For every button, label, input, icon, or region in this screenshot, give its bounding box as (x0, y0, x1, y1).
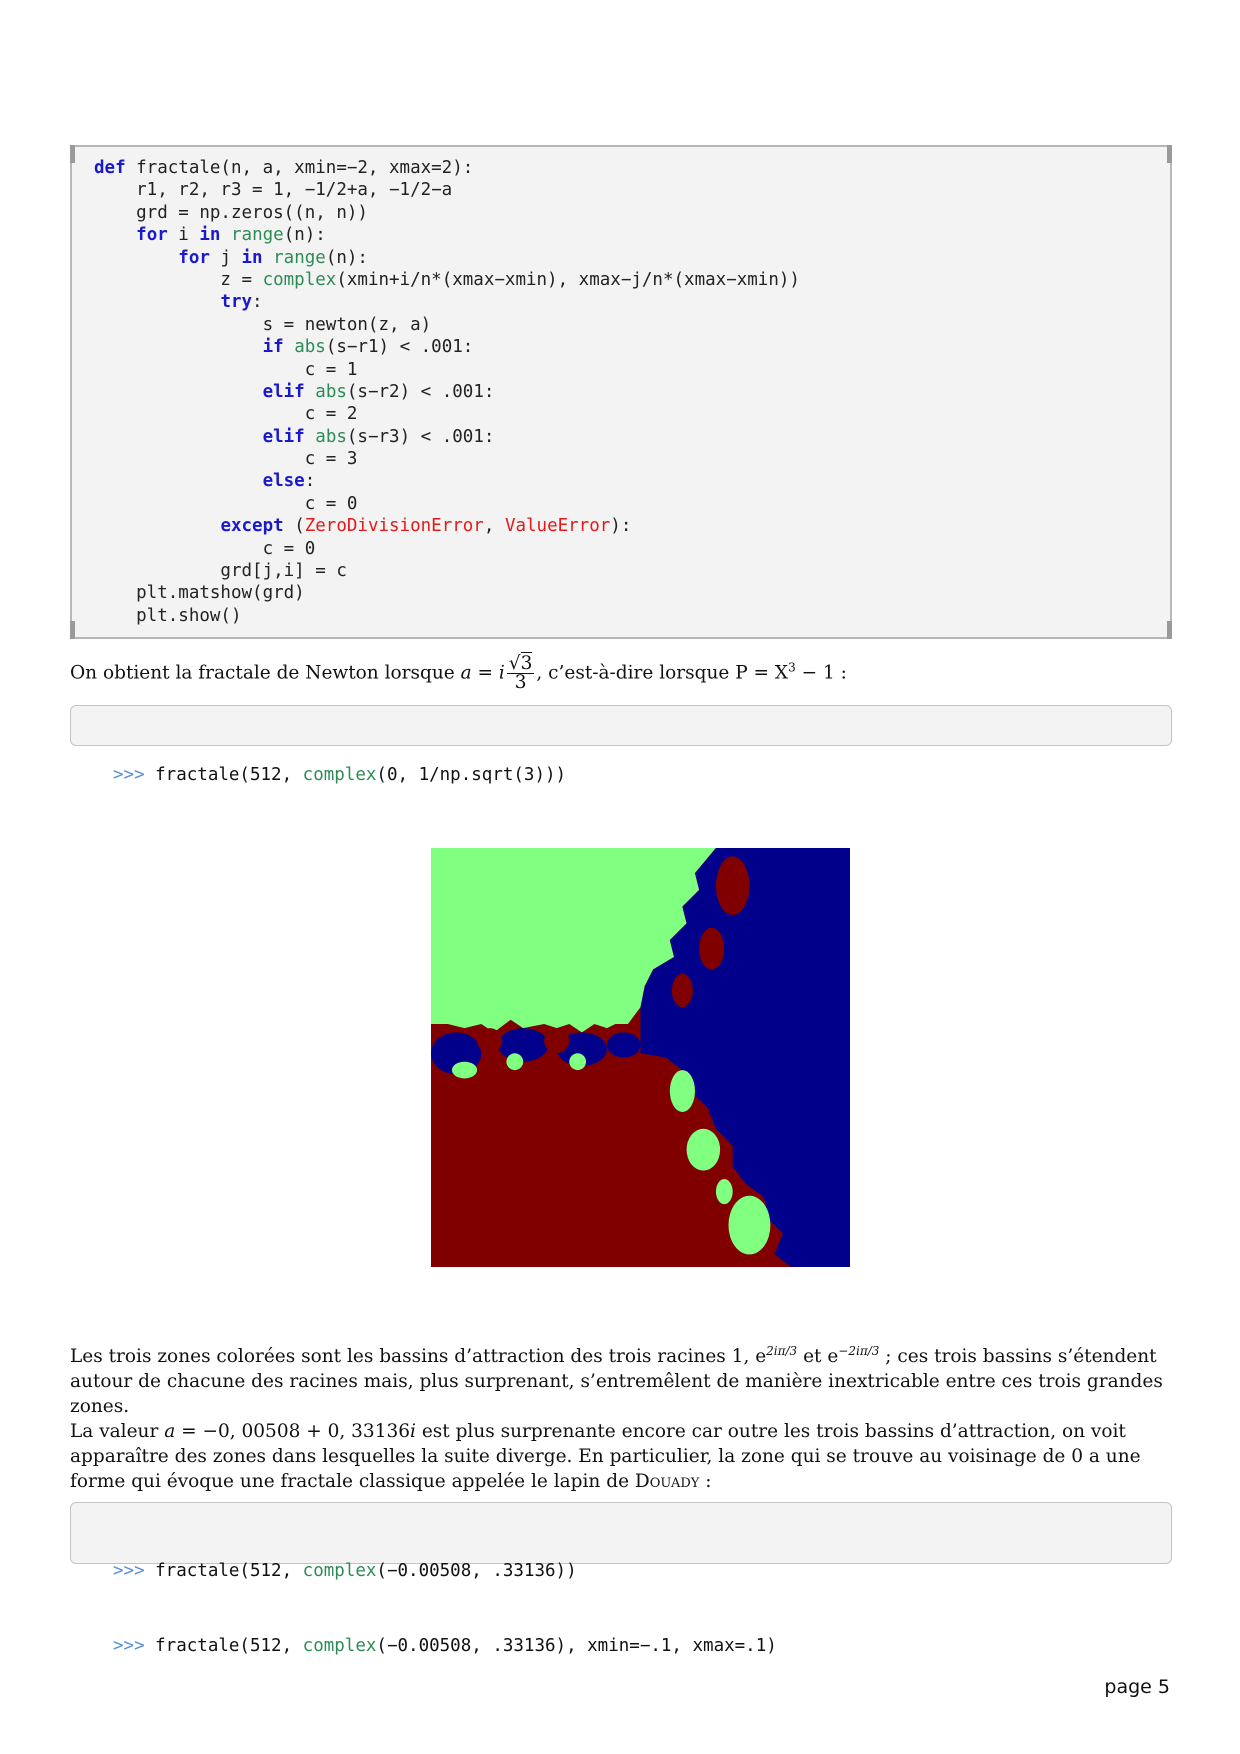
text: ; ces trois bassins s’étendent autour de chacune des racines mais, plus surprenant, s’entremêlent de manière inextricable entre ces trois grandes zones. (70, 1346, 1163, 1418)
code-token (94, 427, 263, 447)
code-line (94, 381, 800, 403)
code-token: (n): (325, 247, 368, 268)
code-token: plt.show() (94, 605, 242, 626)
code-line (94, 202, 800, 224)
code-token: ): (610, 516, 632, 537)
page-number: page 5 (1104, 1676, 1170, 1698)
code-line (94, 157, 800, 179)
text: , c’est-à-dire lorsque P = X (536, 662, 789, 684)
code-token (305, 382, 316, 402)
repl-line (113, 1559, 1171, 1584)
code-token: in (241, 247, 263, 268)
code-token: range (273, 247, 326, 268)
exponent: 3 (788, 660, 796, 675)
builtin: complex (302, 1636, 377, 1656)
code-token: (n): (283, 225, 326, 246)
paragraph-basins (70, 1339, 1172, 1419)
code-token: ( (283, 516, 305, 537)
code-token: else (262, 471, 305, 492)
builtin: complex (302, 1561, 377, 1581)
code-line (94, 247, 800, 269)
prompt: >>> (113, 1636, 145, 1656)
code-line (94, 515, 800, 537)
code-token (94, 225, 136, 245)
code-token: c = 2 (94, 404, 358, 425)
code-token: , (483, 516, 505, 537)
code-token: fractale(n, a, xmin=−2, xmax=2): (125, 158, 474, 178)
code-token: elif (262, 381, 305, 402)
code-line (94, 314, 800, 336)
sqrt-sign: √ (508, 653, 521, 674)
code-token: (s−r2) < .001: (346, 381, 495, 402)
code-line (94, 179, 800, 201)
code-token: (xmin+i/n*(xmax−xmin), xmax−j/n*(xmax−xmin)) (336, 269, 800, 290)
code-line (94, 291, 800, 313)
text: : (699, 1471, 712, 1492)
prompt: >>> (113, 765, 145, 785)
text: On obtient la fractale de Newton lorsque (70, 662, 461, 684)
code-line (94, 605, 800, 627)
prompt: >>> (113, 1561, 145, 1581)
code-line (94, 336, 800, 358)
code-token: c = 1 (94, 359, 358, 380)
code-line (94, 538, 800, 560)
code-token: s = newton(z, a) (94, 314, 432, 335)
code-token: try (220, 292, 253, 313)
code-line (94, 448, 800, 470)
code-token: (s−r3) < .001: (346, 426, 495, 447)
repl-block-2 (70, 1502, 1172, 1656)
code-token (94, 382, 263, 402)
code-token: : (304, 471, 316, 492)
code-token: def (94, 158, 126, 178)
sqrt-argument: 3 (520, 653, 533, 674)
code-token: range (231, 225, 284, 246)
code-token (220, 225, 231, 245)
code-token: c = 0 (94, 493, 358, 514)
newton-fractal-image (431, 848, 850, 1267)
paragraph-newton (70, 655, 1172, 692)
code-line (94, 359, 800, 381)
code-token: grd[j,i] = c (94, 561, 347, 582)
code-line (94, 493, 800, 515)
text: est plus surprenante encore car outre les trois bassins d’attraction, on voit apparaître des zones dans lesquelles la suite diverge. En particulier, la zone qui se trouve au voisinage de 0 a une forme qui évoque une fractale classique appelée le lapin de (70, 1421, 1141, 1492)
text: = −0, 00508 + 0, 33136 (175, 1421, 411, 1442)
code-token: complex (262, 269, 337, 290)
corner-mark-bottom-left (70, 621, 75, 639)
repl-line (113, 763, 1171, 788)
code-text: fractale(512, (144, 1561, 303, 1581)
code-token: for (136, 225, 168, 246)
corner-mark-bottom-right (1167, 621, 1172, 639)
code-text: (−0.00508, .33136)) (376, 1561, 577, 1581)
corner-mark-top-right (1167, 145, 1172, 163)
paragraph-douady (70, 1419, 1172, 1494)
var-a: a (164, 1421, 176, 1442)
code-token (94, 337, 263, 357)
text: Les trois zones colorées sont les bassins d’attraction des trois racines 1, e (70, 1346, 767, 1368)
code-token (94, 471, 263, 491)
code-line (94, 582, 800, 604)
name-douady: Douady (634, 1471, 700, 1492)
repl-block-1 (70, 705, 1172, 785)
code-text: (−0.00508, .33136), xmin=−.1, xmax=.1) (376, 1636, 777, 1656)
code-line (94, 426, 800, 448)
code-token: j (209, 247, 242, 268)
code-token: grd = np.zeros((n, n)) (94, 202, 368, 223)
code-token: i (167, 225, 200, 246)
code-text: fractale(512, (144, 1636, 303, 1656)
fraction (507, 655, 535, 692)
text: et e (797, 1346, 839, 1368)
var-a: a (460, 662, 472, 684)
code-token (94, 292, 220, 312)
code-token (94, 248, 178, 268)
code-token: plt.matshow(grd) (94, 583, 305, 604)
code-token: c = 0 (94, 538, 316, 559)
code-token: (s−r1) < .001: (325, 337, 474, 358)
code-token: z = (94, 269, 263, 290)
var-i: i (498, 662, 505, 684)
code-token: if (262, 337, 284, 358)
code-line (94, 269, 800, 291)
code-token: ValueError (504, 516, 611, 537)
code-token: elif (262, 426, 305, 447)
code-token: abs (315, 426, 347, 447)
code-token (263, 248, 274, 268)
code-line (94, 470, 800, 492)
code-token (305, 427, 316, 447)
var-i: i (410, 1421, 416, 1442)
text: La valeur (70, 1421, 165, 1442)
corner-mark-top-left (70, 145, 75, 163)
code-text: fractale(512, (144, 765, 303, 785)
code-token (94, 516, 220, 536)
code-token: r1, r2, r3 = 1, −1/2+a, −1/2−a (94, 180, 453, 201)
code-token: : (252, 292, 263, 313)
code-text: (0, 1/np.sqrt(3))) (376, 765, 567, 785)
code-line (94, 560, 800, 582)
exponent: 2iπ/3 (766, 1344, 798, 1358)
code-token: abs (294, 337, 326, 358)
code-line (94, 403, 800, 425)
code-token: except (220, 516, 284, 537)
text: = (471, 662, 499, 684)
code-token: ZeroDivisionError (304, 516, 484, 537)
code-token: in (199, 225, 221, 246)
code-line (94, 224, 800, 246)
repl-line (113, 1634, 1171, 1659)
code-token: abs (315, 381, 347, 402)
code-token (284, 337, 295, 357)
code-lines (94, 157, 800, 627)
code-token: for (178, 247, 210, 268)
exponent: −2iπ/3 (838, 1344, 880, 1358)
text: − 1 : (795, 662, 847, 684)
code-listing (70, 145, 1172, 639)
builtin: complex (302, 765, 377, 785)
code-token: c = 3 (94, 449, 358, 470)
fraction-denominator: 3 (514, 672, 527, 693)
